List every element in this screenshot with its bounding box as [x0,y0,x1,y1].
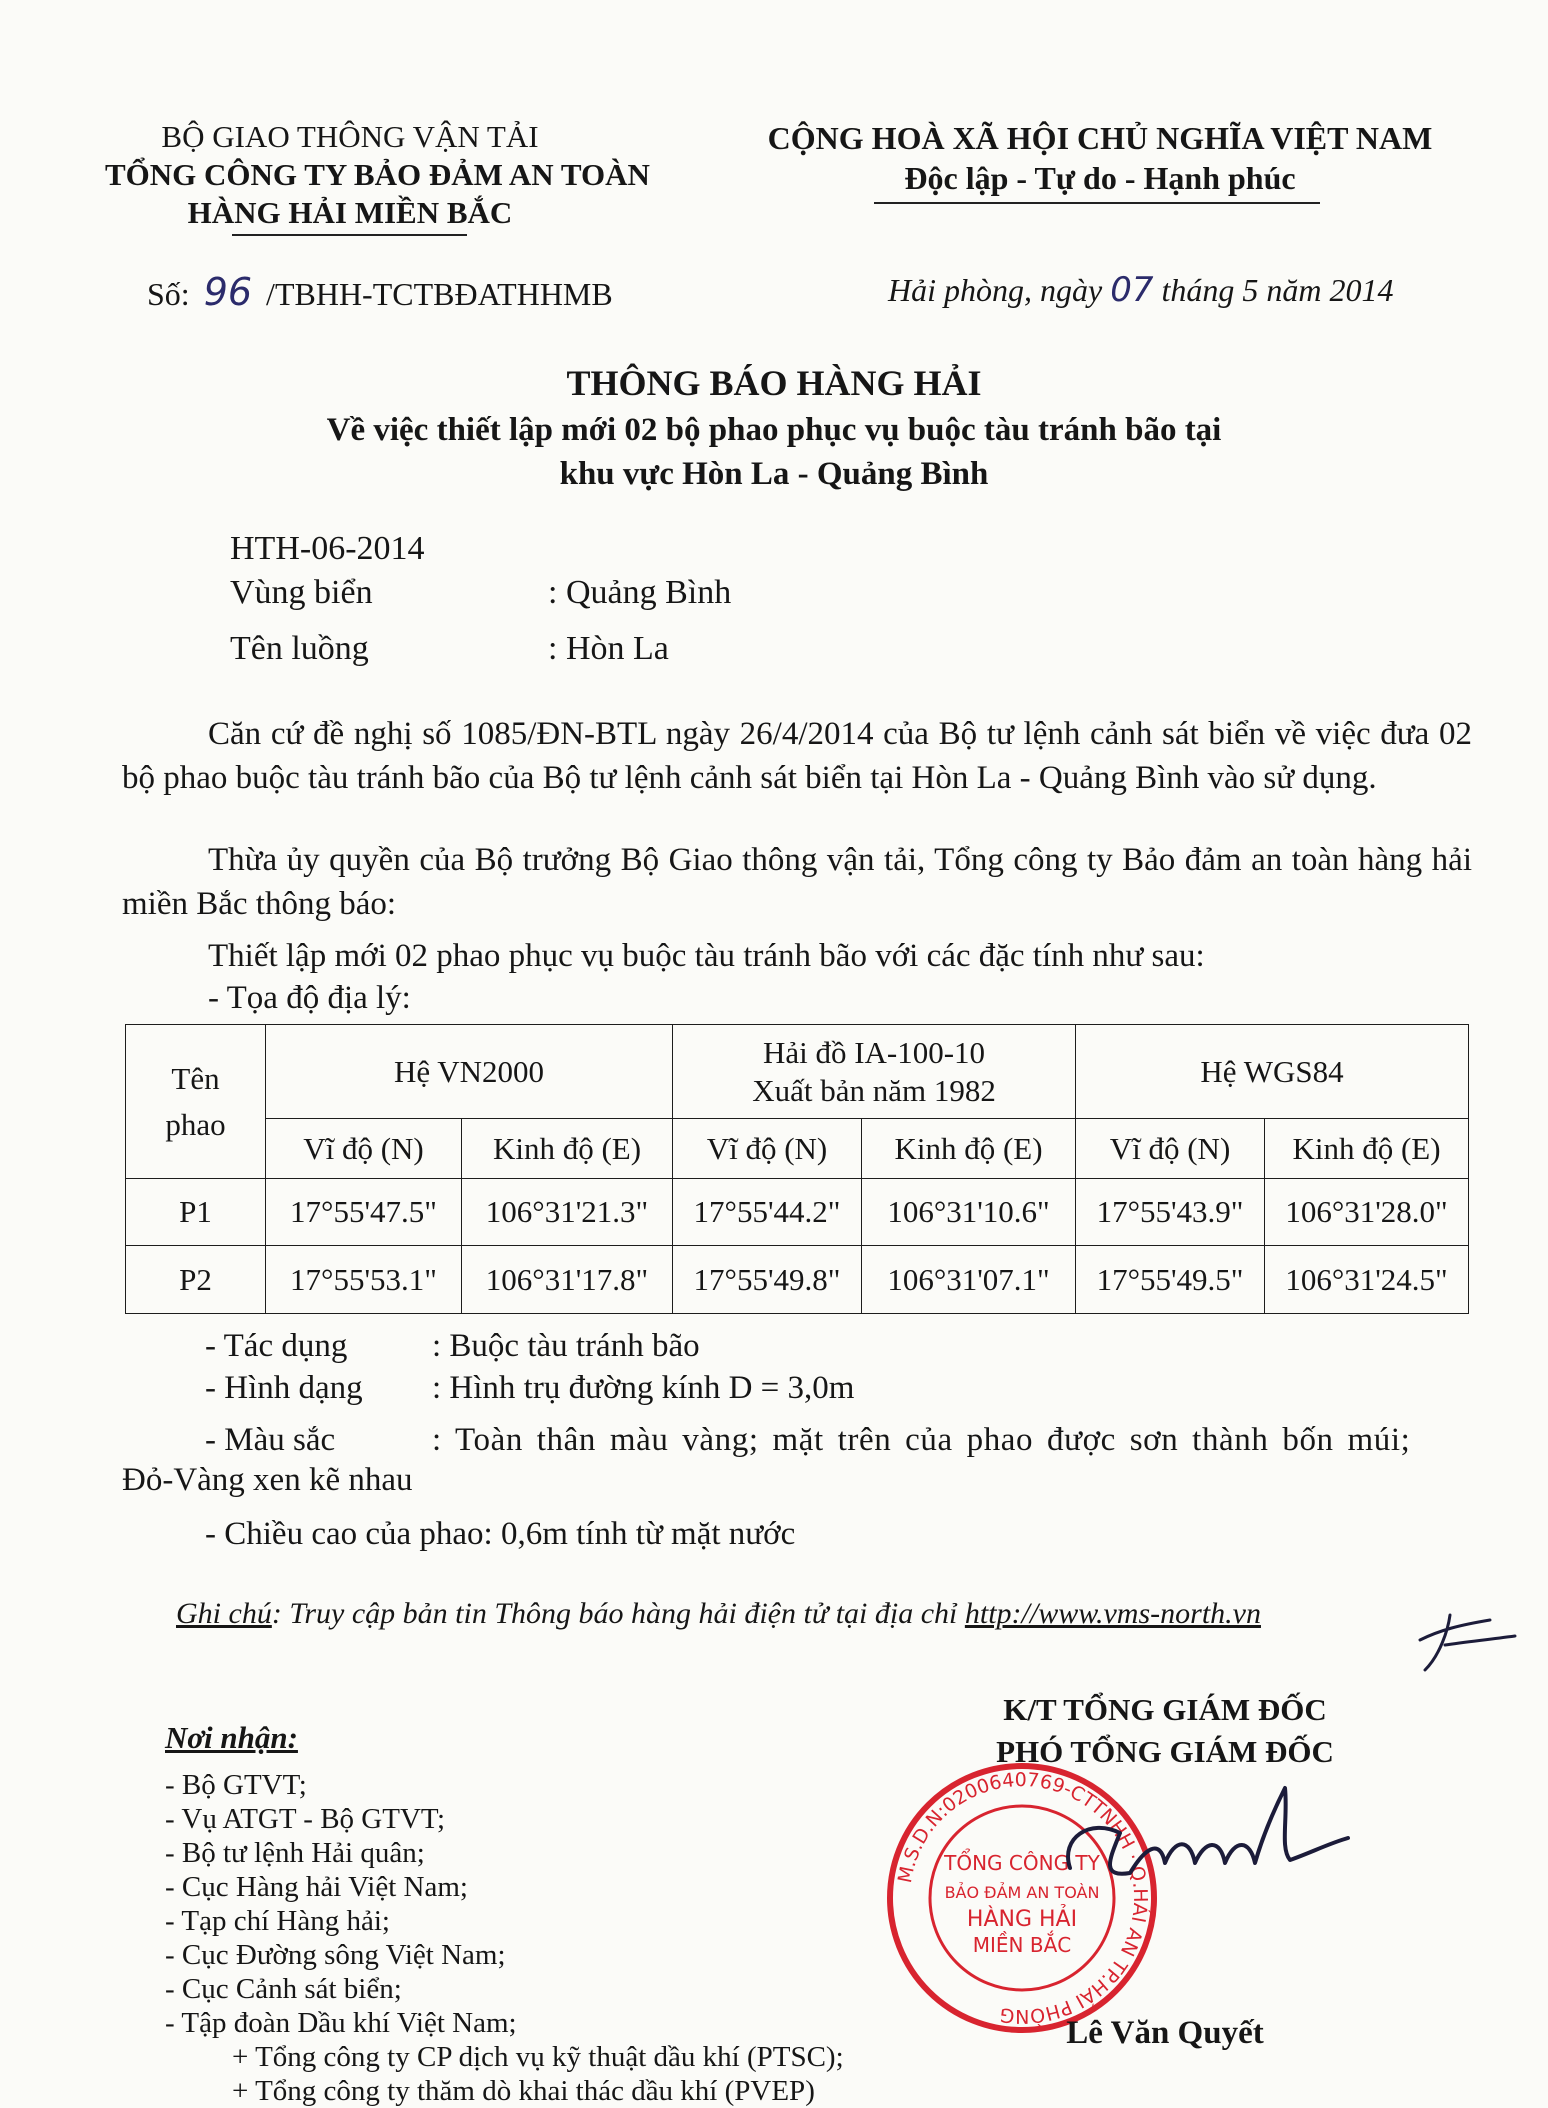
recipients-title: Nơi nhận: [165,1720,298,1755]
svg-text:TỔNG CÔNG TY: TỔNG CÔNG TY [944,1851,1100,1875]
paragraph-authority: Thừa ủy quyền của Bộ trưởng Bộ Giao thông vận tải, Tổng công ty Bảo đảm an toàn hàng hải miền Bắc thông báo: [122,842,1472,922]
note-text: : Truy cập bản tin Thông báo hàng hải điện tử tại địa chỉ [271,1597,965,1630]
function-value: : Buộc tàu tránh bão [432,1328,700,1364]
group-header-wgs84: Hệ WGS84 [1076,1025,1469,1119]
lon-header: Kinh độ (E) [462,1119,673,1179]
paragraph-establish: Thiết lập mới 02 phao phục vụ buộc tàu tránh bão với các đặc tính như sau: [208,938,1205,974]
notice-code: HTH-06-2014 [230,530,425,567]
recipient-item: - Cục Cảnh sát biển; [165,1973,402,2005]
lat-header: Vĩ độ (N) [1076,1119,1265,1179]
table-cell: 17°55'47.5" [266,1179,462,1246]
chart-name: Hải đồ IA-100-10 [762,1034,986,1070]
table-cell: 106°31'10.6" [862,1179,1076,1246]
sea-area-value: : Quảng Bình [548,574,732,611]
national-motto: Độc lập - Tự do - Hạnh phúc [904,160,1296,196]
note-url[interactable]: http://www.vms-north.vn [964,1597,1261,1630]
group-header-vn2000: Hệ VN2000 [266,1025,673,1119]
republic-name: CỘNG HOÀ XÃ HỘI CHỦ NGHĨA VIỆT NAM [767,120,1433,156]
shape-label: - Hình dạng [205,1370,363,1406]
recipient-subitem: + Tổng công ty thăm dò khai thác dầu khí (PVEP) [232,2075,815,2107]
company-name-line2: HÀNG HẢI MIỀN BẮC [187,195,513,230]
ministry-name: BỘ GIAO THÔNG VẬN TẢI [161,119,539,154]
svg-text:BẢO ĐẢM AN TOÀN: BẢO ĐẢM AN TOÀN [944,1883,1100,1902]
channel-label: Tên luồng [230,630,369,667]
initial-mark-icon [1410,1600,1520,1680]
lat-header: Vĩ độ (N) [266,1119,462,1179]
svg-text:HÀNG HẢI: HÀNG HẢI [966,1907,1078,1932]
document-number [147,270,613,314]
number-suffix: /TBHH-TCTBĐATHHMB [266,276,613,312]
table-cell: 17°55'49.8" [673,1246,862,1314]
director-signature [1050,1778,1350,1918]
buoy-name: P1 [126,1179,266,1246]
signatory-name: Lê Văn Quyết [1066,2015,1264,2051]
date-day-handwritten: 07 [1110,270,1154,310]
recipient-item: - Tập đoàn Dầu khí Việt Nam; [165,2007,517,2039]
document-date [888,270,1393,310]
table-cell: 106°31'28.0" [1265,1179,1469,1246]
notice-title: THÔNG BÁO HÀNG HẢI [566,363,982,403]
number-handwritten: 96 [203,270,253,314]
issuer-block [105,118,650,232]
shape-value: : Hình trụ đường kính D = 3,0m [432,1370,855,1406]
paragraph-basis: Căn cứ đề nghị số 1085/ĐN-BTL ngày 26/4/2014 của Bộ tư lệnh cảnh sát biển về việc đưa 02 bộ phao buộc tàu tránh bão của Bộ tư lệnh cảnh sát biển tại Hòn La - Quảng Bình vào sử dụng. [122,716,1472,796]
note-line [176,1597,1261,1631]
signatory-title-line2: PHÓ TỔNG GIÁM ĐỐC [996,1734,1334,1769]
sea-area-label: Vùng biển [230,574,373,611]
coordinates-label: - Tọa độ địa lý: [208,980,411,1016]
table-cell: 17°55'53.1" [266,1246,462,1314]
note-label: Ghi chú [176,1597,272,1630]
lon-header: Kinh độ (E) [862,1119,1076,1179]
table-row [126,1246,1469,1314]
table-cell: 106°31'17.8" [462,1246,673,1314]
table-cell: 17°55'44.2" [673,1179,862,1246]
buoy-name-header: Tên phao [126,1025,266,1179]
buoy-name: P2 [126,1246,266,1314]
svg-text:MIỀN BẮC: MIỀN BẮC [972,1933,1072,1957]
notice-subtitle-line2: khu vực Hòn La - Quảng Bình [559,456,989,492]
table-cell: 106°31'07.1" [862,1246,1076,1314]
signatory-title-line1: K/T TỔNG GIÁM ĐỐC [1003,1692,1327,1727]
date-prefix: Hải phòng, ngày [888,272,1103,308]
company-name-line1: TỔNG CÔNG TY BẢO ĐẢM AN TOÀN [105,157,650,192]
channel-value: : Hòn La [548,630,669,667]
recipient-item: - Cục Đường sông Việt Nam; [165,1939,506,1971]
recipient-item: - Vụ ATGT - Bộ GTVT; [165,1803,446,1835]
table-cell: 17°55'49.5" [1076,1246,1265,1314]
color-value: : Toàn thân màu vàng; mặt trên của phao được sơn thành bốn múi; [432,1422,1411,1458]
date-suffix: tháng 5 năm 2014 [1161,272,1394,308]
table-cell: 17°55'43.9" [1076,1179,1265,1246]
recipient-item: - Bộ GTVT; [165,1769,307,1801]
lon-header: Kinh độ (E) [1265,1119,1469,1179]
height-spec: - Chiều cao của phao: 0,6m tính từ mặt nước [205,1516,796,1552]
recipient-subitem: + Tổng công ty CP dịch vụ kỹ thuật dầu khí (PTSC); [232,2041,844,2073]
table-cell: 106°31'21.3" [462,1179,673,1246]
svg-text:M.S.D.N:0200640769-CTTNHH · Q.: M.S.D.N:0200640769-CTTNHH · Q.HẢI AN TP.HẢI PHÒNG [893,1768,1152,2028]
national-header [730,118,1470,198]
recipient-item: - Tạp chí Hàng hải; [165,1905,390,1937]
color-label: - Màu sắc [205,1422,336,1458]
group-header-chart [673,1025,1076,1119]
recipient-item: - Cục Hàng hải Việt Nam; [165,1871,468,1903]
issuer-underline [232,234,467,236]
color-value-continued: Đỏ-Vàng xen kẽ nhau [122,1462,413,1498]
notice-subtitle-line1: Về việc thiết lập mới 02 bộ phao phục vụ buộc tàu tránh bão tại [326,412,1222,448]
function-label: - Tác dụng [205,1328,348,1364]
chart-edition: Xuất bản năm 1982 [752,1072,996,1108]
table-cell: 106°31'24.5" [1265,1246,1469,1314]
table-row [126,1179,1469,1246]
number-prefix: Số: [147,276,190,312]
lat-header: Vĩ độ (N) [673,1119,862,1179]
motto-underline [874,202,1320,204]
recipient-item: - Bộ tư lệnh Hải quân; [165,1837,425,1869]
buoy-coordinates-table [125,1024,1469,1314]
